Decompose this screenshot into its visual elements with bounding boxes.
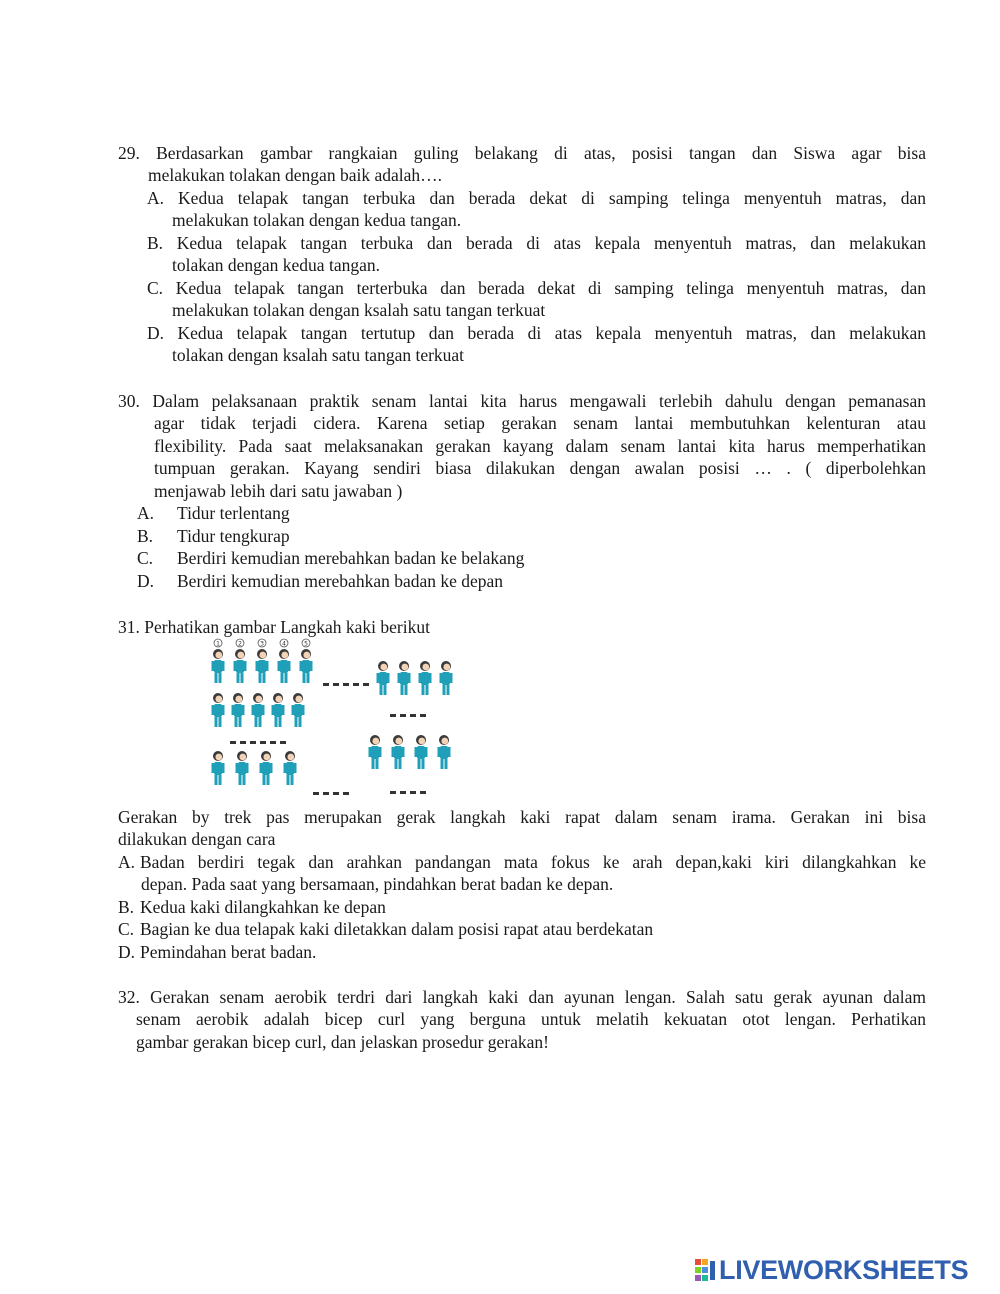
dancer-figure bbox=[212, 649, 225, 683]
q31-option-a[interactable] bbox=[118, 851, 926, 874]
q31-desc-line2: dilakukan dengan cara bbox=[118, 829, 276, 849]
footstep-mark bbox=[343, 792, 349, 795]
q31-desc-line1: Gerakan by trek pas merupakan gerak langkah kaki rapat dalam senam irama. Gerakan ini bisa bbox=[118, 807, 926, 827]
q31-option-b[interactable] bbox=[118, 896, 386, 919]
option-letter: C. bbox=[137, 548, 154, 568]
footstep-mark bbox=[280, 741, 286, 744]
q29-option-d[interactable]: D. Kedua telapak tangan tertutup dan berada di atas kepala menyentuh matras, dan melakukan bbox=[147, 323, 926, 343]
q30-option-c[interactable] bbox=[137, 547, 524, 570]
option-text: Tidur tengkurap bbox=[177, 526, 290, 546]
dancer-figure bbox=[292, 693, 305, 727]
footstep-mark bbox=[420, 791, 426, 794]
dancer-figure bbox=[234, 649, 247, 683]
footstep-mark bbox=[400, 791, 406, 794]
q30-stem-line4: tumpuan gerakan. Kayang sendiri biasa dilakukan dengan awalan posisi … . ( diperbolehkan bbox=[154, 458, 926, 478]
q32-stem-line2: senam aerobik adalah bicep curl yang berguna untuk melatih kekuatan otot lengan. Perhatikan bbox=[136, 1009, 926, 1029]
dancer-figure bbox=[377, 661, 390, 695]
option-text: Pemindahan berat badan. bbox=[140, 942, 317, 962]
q29-option-c-cont: melakukan tolakan dengan ksalah satu tangan terkuat bbox=[172, 300, 546, 320]
dancer-figure bbox=[419, 661, 432, 695]
option-text: Bagian ke dua telapak kaki diletakkan dalam posisi rapat atau berdekatan bbox=[140, 919, 654, 939]
dancer-figure bbox=[369, 735, 382, 769]
option-letter: D. bbox=[118, 942, 136, 962]
footstep-mark bbox=[410, 714, 416, 717]
footstep-mark bbox=[260, 741, 266, 744]
option-letter: D. bbox=[137, 571, 155, 591]
option-text: Berdiri kemudian merebahkan badan ke belakang bbox=[177, 548, 525, 568]
dancer-figure bbox=[284, 751, 297, 785]
q30-option-a[interactable] bbox=[137, 502, 290, 525]
option-text: Kedua kaki dilangkahkan ke depan bbox=[140, 897, 386, 917]
q29-stem-line1: 29. Berdasarkan gambar rangkaian guling belakang di atas, posisi tangan dan Siswa agar bisa bbox=[118, 143, 926, 163]
dancer-figure bbox=[236, 751, 249, 785]
dancer-figure bbox=[256, 649, 269, 683]
liveworksheets-logo-text: LIVEWORKSHEETS bbox=[719, 1255, 969, 1285]
footstep-mark bbox=[313, 792, 319, 795]
footstep-mark bbox=[333, 792, 339, 795]
q29-stem-line2: melakukan tolakan dengan baik adalah…. bbox=[148, 165, 442, 185]
dancer-figure bbox=[272, 693, 285, 727]
footstep-mark bbox=[323, 792, 329, 795]
option-letter: B. bbox=[137, 526, 154, 546]
dancer-figure bbox=[260, 751, 273, 785]
step-number-label: 2 bbox=[238, 640, 242, 648]
q31-option-c[interactable] bbox=[118, 918, 653, 941]
step-number-label: 5 bbox=[304, 640, 308, 648]
q30-stem-line2: agar tidak terjadi cidera. Karena setiap gerakan senam lantai membutuhkan kelenturan atau bbox=[154, 413, 926, 433]
footstep-mark bbox=[323, 683, 329, 686]
q29-option-c[interactable]: C. Kedua telapak tangan terterbuka dan berada dekat di samping telinga menyentuh matras, dan bbox=[147, 278, 926, 298]
q29-option-b[interactable]: B. Kedua telapak tangan terbuka dan berada di atas kepala menyentuh matras, dan melakukan bbox=[147, 233, 926, 253]
dancer-figure bbox=[440, 661, 453, 695]
step-number-label: 4 bbox=[282, 640, 286, 648]
q29-option-b-cont: tolakan dengan kedua tangan. bbox=[172, 255, 380, 275]
q31-option-d[interactable] bbox=[118, 941, 316, 964]
q31-stem: 31. Perhatikan gambar Langkah kaki berikut bbox=[118, 617, 430, 637]
option-text: Berdiri kemudian merebahkan badan ke depan bbox=[177, 571, 504, 591]
dancer-figure bbox=[300, 649, 313, 683]
option-letter: B. bbox=[118, 897, 135, 917]
option-letter: C. bbox=[118, 919, 135, 939]
q30-option-b[interactable] bbox=[137, 525, 290, 548]
footstep-mark bbox=[400, 714, 406, 717]
dancer-figure bbox=[232, 693, 245, 727]
step-figure-image bbox=[205, 637, 465, 803]
footstep-mark bbox=[420, 714, 426, 717]
option-text: Tidur terlentang bbox=[177, 503, 290, 523]
step-number-label: 3 bbox=[260, 640, 264, 648]
dancer-figure bbox=[392, 735, 405, 769]
footstep-mark bbox=[270, 741, 276, 744]
footstep-mark bbox=[390, 714, 396, 717]
footstep-mark bbox=[390, 791, 396, 794]
q29-option-a[interactable]: A. Kedua telapak tangan terbuka dan berada dekat di samping telinga menyentuh matras, dan bbox=[147, 188, 926, 208]
option-text: Badan berdiri tegak dan arahkan pandangan mata fokus ke arah depan,kaki kiri dilangkahkan ke bbox=[140, 852, 926, 872]
step-number-label: 1 bbox=[216, 640, 220, 648]
dancer-figure bbox=[398, 661, 411, 695]
option-letter: A. bbox=[118, 852, 136, 872]
footstep-mark bbox=[230, 741, 236, 744]
dancer-figure bbox=[278, 649, 291, 683]
footstep-mark bbox=[353, 683, 359, 686]
q32-stem-line3: gambar gerakan bicep curl, dan jelaskan prosedur gerakan! bbox=[136, 1032, 550, 1052]
footstep-mark bbox=[250, 741, 256, 744]
dancer-figure bbox=[438, 735, 451, 769]
footstep-mark bbox=[410, 791, 416, 794]
dancer-figure bbox=[252, 693, 265, 727]
dancer-figure bbox=[415, 735, 428, 769]
q32-stem-line1: 32. Gerakan senam aerobik terdri dari langkah kaki dan ayunan lengan. Salah satu gerak ayunan dalam bbox=[118, 987, 926, 1007]
footstep-mark bbox=[363, 683, 369, 686]
q29-option-d-cont: tolakan dengan ksalah satu tangan terkuat bbox=[172, 345, 465, 365]
q30-stem-line1: 30. Dalam pelaksanaan praktik senam lantai kita harus mengawali terlebih dahulu dengan pemanasan bbox=[118, 391, 926, 411]
q30-stem-line3: flexibility. Pada saat melaksanakan gerakan kayang dalam senam lantai kita harus memperhatikan bbox=[154, 436, 926, 456]
q30-option-d[interactable] bbox=[137, 570, 503, 593]
dancer-figure bbox=[212, 693, 225, 727]
footstep-mark bbox=[333, 683, 339, 686]
q29-option-a-cont: melakukan tolakan dengan kedua tangan. bbox=[172, 210, 462, 230]
dancer-figure bbox=[212, 751, 225, 785]
option-letter: A. bbox=[137, 503, 155, 523]
liveworksheets-logo-icon bbox=[695, 1258, 717, 1282]
q31-option-a-cont: depan. Pada saat yang bersamaan, pindahkan berat badan ke depan. bbox=[141, 874, 614, 894]
q30-stem-line5: menjawab lebih dari satu jawaban ) bbox=[154, 481, 403, 501]
liveworksheets-logo[interactable] bbox=[695, 1257, 968, 1283]
footstep-mark bbox=[343, 683, 349, 686]
footstep-mark bbox=[240, 741, 246, 744]
